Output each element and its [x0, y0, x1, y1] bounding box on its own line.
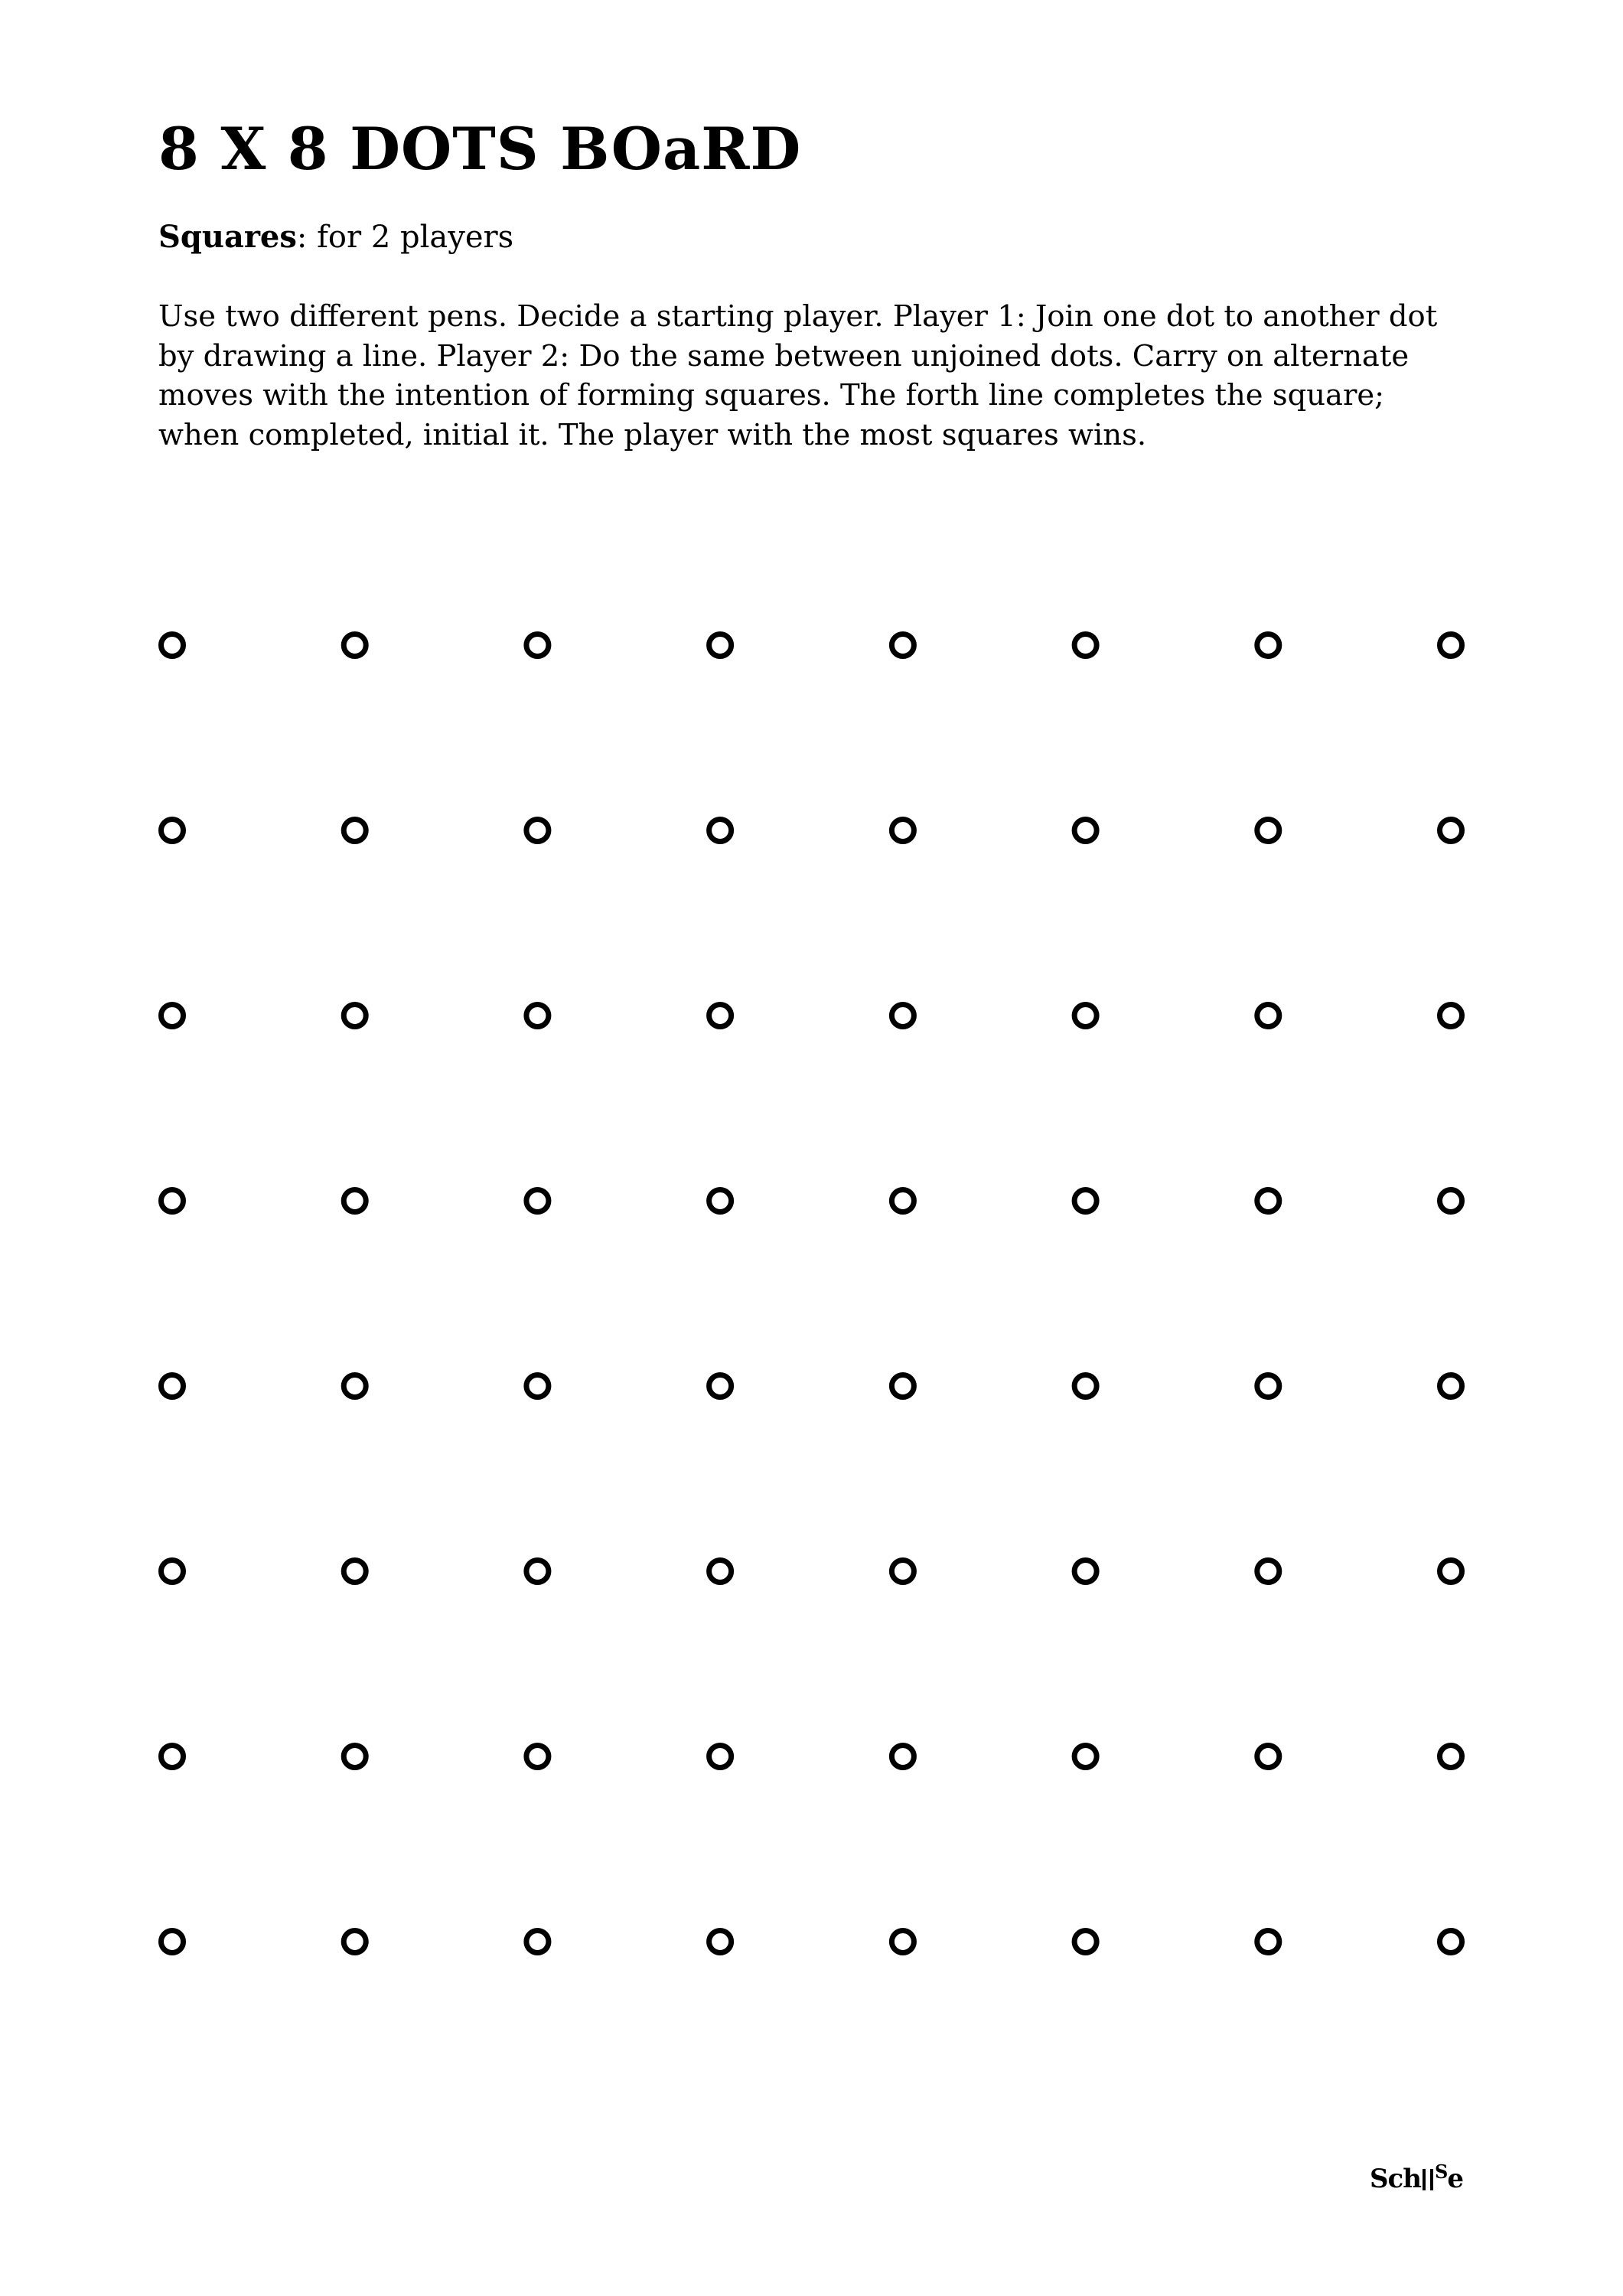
- board-dot[interactable]: [709, 1746, 732, 1768]
- board-dot[interactable]: [709, 1005, 732, 1027]
- board-dot[interactable]: [161, 820, 184, 842]
- game-subtitle: [158, 218, 513, 256]
- board-dot[interactable]: [161, 1005, 184, 1027]
- board-dot[interactable]: [709, 820, 732, 842]
- board-dot[interactable]: [1440, 1746, 1462, 1768]
- board-dot[interactable]: [161, 1561, 184, 1583]
- board-dot[interactable]: [1074, 1190, 1097, 1212]
- player-count: : for 2 players: [296, 220, 514, 255]
- board-dot[interactable]: [709, 1375, 732, 1397]
- board-dot[interactable]: [1440, 1375, 1462, 1397]
- board-dot[interactable]: [1257, 1375, 1279, 1397]
- board-dot[interactable]: [526, 1005, 549, 1027]
- board-dot[interactable]: [1440, 1005, 1462, 1027]
- board-dot[interactable]: [891, 1005, 914, 1027]
- board-dot[interactable]: [526, 1561, 549, 1583]
- board-dot[interactable]: [161, 1190, 184, 1212]
- board-dot[interactable]: [891, 1931, 914, 1953]
- board-dot[interactable]: [526, 1746, 549, 1768]
- board-dot[interactable]: [709, 1190, 732, 1212]
- publisher-logo: [1370, 2157, 1463, 2194]
- instructions-line: Use two different pens. Decide a starting player. Player 1: Join one dot to another dot: [158, 299, 1438, 334]
- board-dot[interactable]: [1257, 820, 1279, 842]
- board-dot[interactable]: [344, 1375, 366, 1397]
- board-dot[interactable]: [891, 1561, 914, 1583]
- board-dot[interactable]: [1257, 1190, 1279, 1212]
- board-dot[interactable]: [891, 820, 914, 842]
- logo-bars-icon: [1423, 2169, 1433, 2190]
- board-dot[interactable]: [161, 1931, 184, 1953]
- board-dot[interactable]: [709, 1561, 732, 1583]
- board-dot[interactable]: [1074, 820, 1097, 842]
- board-dot[interactable]: [1440, 820, 1462, 842]
- board-dot[interactable]: [526, 1375, 549, 1397]
- board-dot[interactable]: [891, 1746, 914, 1768]
- board-dot[interactable]: [1074, 634, 1097, 657]
- board-dot[interactable]: [1440, 1190, 1462, 1212]
- logo-text-end: e: [1447, 2164, 1463, 2194]
- board-dot[interactable]: [344, 1931, 366, 1953]
- board-dot[interactable]: [1257, 1005, 1279, 1027]
- board-dot[interactable]: [344, 1746, 366, 1768]
- board-dot[interactable]: [1440, 1931, 1462, 1953]
- instructions-line: when completed, initial it. The player with the most squares wins.: [158, 417, 1147, 452]
- game-name: Squares: [158, 219, 297, 255]
- board-dot[interactable]: [1257, 1746, 1279, 1768]
- board-dot[interactable]: [891, 1375, 914, 1397]
- board-dot[interactable]: [1257, 1561, 1279, 1583]
- board-dot[interactable]: [344, 1190, 366, 1212]
- board-dot[interactable]: [1074, 1931, 1097, 1953]
- board-dot[interactable]: [344, 634, 366, 657]
- board-dot[interactable]: [526, 1931, 549, 1953]
- instructions-line: moves with the intention of forming squares. The forth line completes the square;: [158, 378, 1385, 413]
- board-dot[interactable]: [1074, 1005, 1097, 1027]
- board-dot[interactable]: [161, 634, 184, 657]
- board-dot[interactable]: [1440, 1561, 1462, 1583]
- board-dot[interactable]: [161, 1746, 184, 1768]
- board-dot[interactable]: [891, 634, 914, 657]
- board-dot[interactable]: [344, 1561, 366, 1583]
- instructions-line: by drawing a line. Player 2: Do the same between unjoined dots. Carry on alternate: [158, 338, 1410, 373]
- board-dot[interactable]: [526, 820, 549, 842]
- page-title: 8 X 8 DOTS BOaRD: [158, 115, 802, 183]
- board-dot[interactable]: [344, 820, 366, 842]
- logo-text-start: Sch: [1370, 2164, 1421, 2194]
- board-dot[interactable]: [709, 1931, 732, 1953]
- board-dot[interactable]: [1440, 634, 1462, 657]
- board-dot[interactable]: [1074, 1746, 1097, 1768]
- board-dot[interactable]: [1074, 1561, 1097, 1583]
- logo-text-sup: S: [1434, 2161, 1448, 2183]
- board-dot[interactable]: [1074, 1375, 1097, 1397]
- board-dot[interactable]: [526, 634, 549, 657]
- board-dot[interactable]: [161, 1375, 184, 1397]
- board-dot[interactable]: [526, 1190, 549, 1212]
- board-dot[interactable]: [1257, 1931, 1279, 1953]
- board-dot[interactable]: [891, 1190, 914, 1212]
- board-dot[interactable]: [344, 1005, 366, 1027]
- instructions: [158, 297, 1505, 455]
- board-dot[interactable]: [1257, 634, 1279, 657]
- board-dot[interactable]: [709, 634, 732, 657]
